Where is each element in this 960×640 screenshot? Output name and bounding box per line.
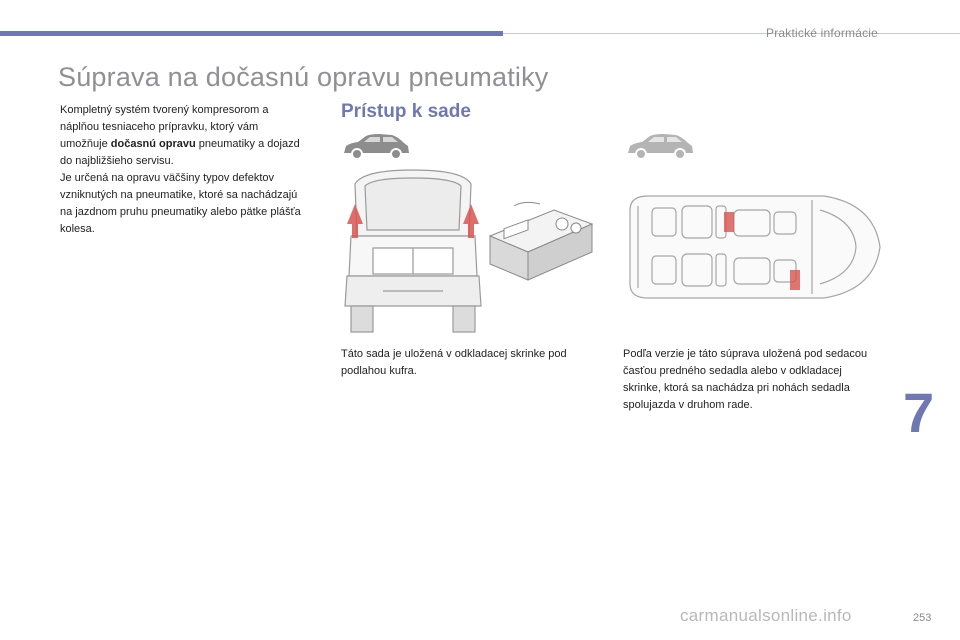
page-number: 253 <box>913 612 932 624</box>
open-trunk-illustration <box>343 166 483 336</box>
header-rule <box>503 33 960 34</box>
intro-paragraph-1 <box>60 102 305 170</box>
caption-seat-storage: Podľa verzie je táto súprava uložená pod sedacou časťou predného sedadla alebo v odkladacej skrinke, ktorá sa nachádza pri nohách sedadla spolujazda v druhom rade. <box>623 348 868 411</box>
access-heading: Prístup k sade <box>341 101 471 122</box>
intro-bold-term: dočasnú opravu <box>110 138 196 150</box>
compressor-kit-illustration <box>484 200 596 290</box>
intro-text-part: Kompletný systém tvorený kompresorom a náplňou tesniaceho prípravku, ktorý vám umožňuje <box>60 104 269 150</box>
intro-paragraph-2: Je určená na opravu väčšiny typov defektov vzniknutých na pneumatike, ktoré sa nachádzajú na jazdnom pruhu pneumatiky alebo pätke plášťa kolesa. <box>60 172 301 235</box>
seating-layout-illustration <box>624 190 882 304</box>
car-silhouette-icon <box>624 133 696 161</box>
page-title: Súprava na dočasnú opravu pneumatiky <box>58 62 549 92</box>
caption-trunk-storage: Táto sada je uložená v odkladacej skrinke pod podlahou kufra. <box>341 348 567 377</box>
intro-text <box>60 102 305 238</box>
chapter-number: 7 <box>903 381 935 444</box>
watermark: carmanualsonline.info <box>680 606 852 625</box>
intro-text-part: pneumatiky a dojazd do najbližšieho servisu. <box>60 138 300 167</box>
section-label: Praktické informácie <box>766 26 879 40</box>
car-silhouette-icon <box>340 133 412 161</box>
header-accent-bar <box>0 31 503 36</box>
